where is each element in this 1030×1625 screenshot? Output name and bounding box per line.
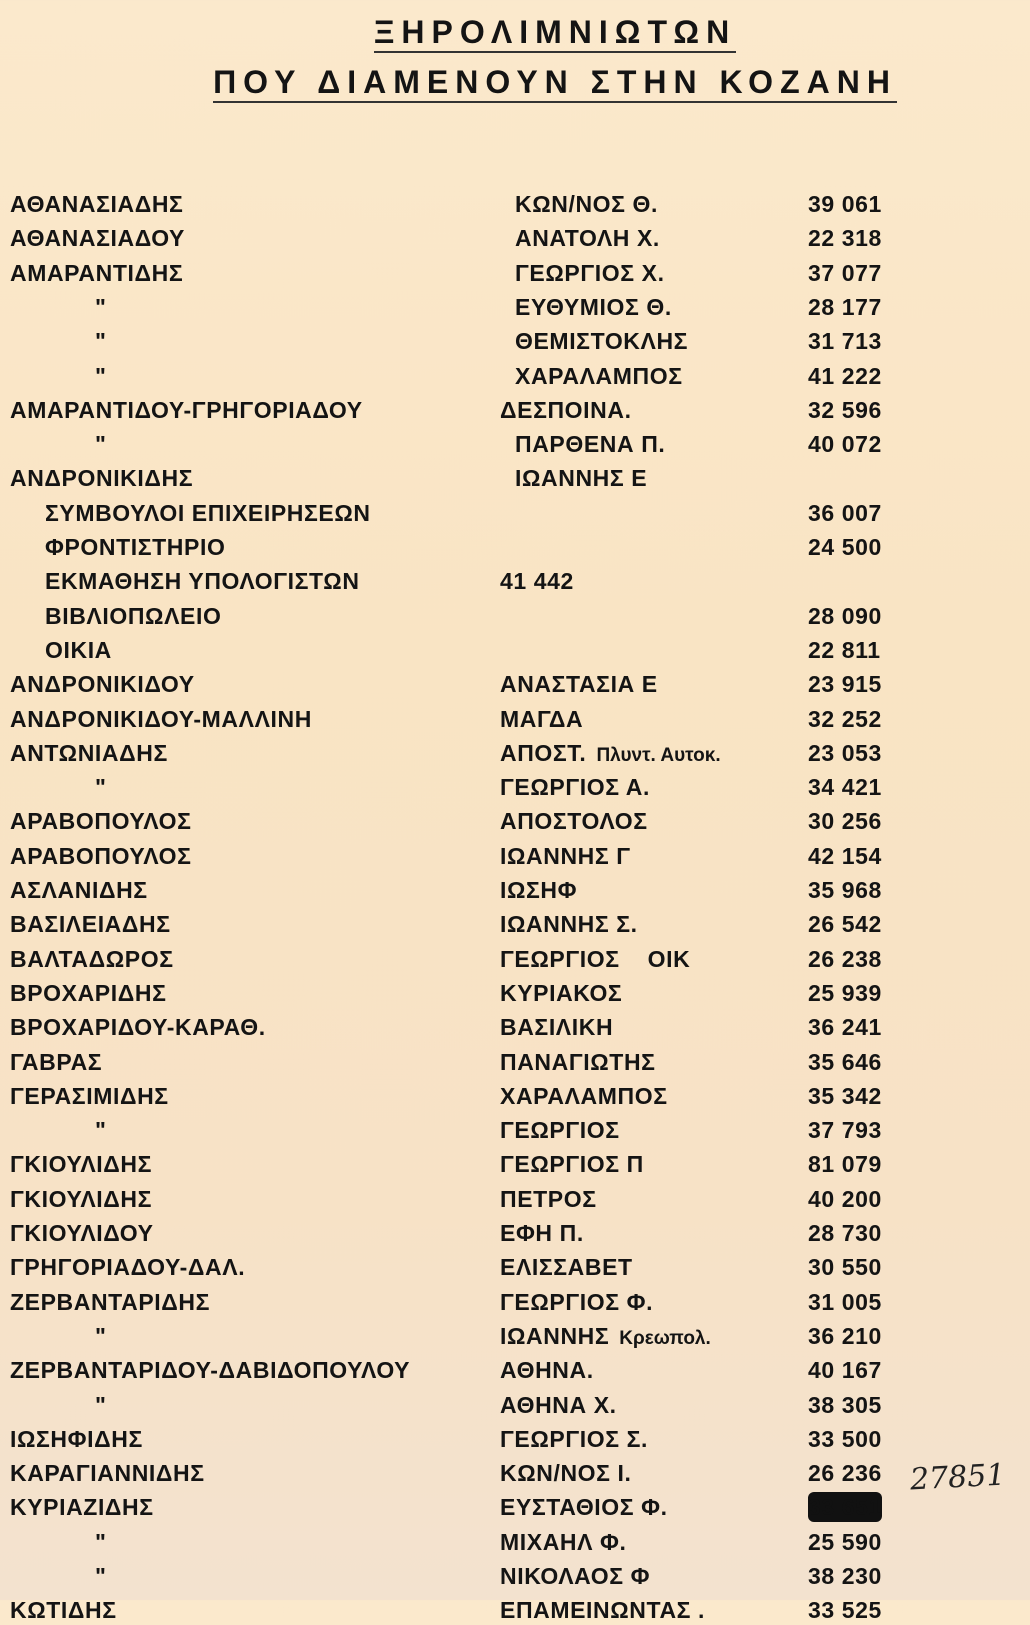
phone-number: 81 079 bbox=[808, 1151, 882, 1178]
first-name-text: ΧΑΡΑΛΑΜΠΟΣ bbox=[515, 362, 683, 389]
first-name bbox=[500, 978, 622, 1008]
directory-row bbox=[0, 1047, 1030, 1077]
first-name bbox=[500, 566, 574, 596]
phone-number: 38 305 bbox=[808, 1391, 882, 1418]
occupation-note: Κρεωπολ. bbox=[619, 1327, 711, 1349]
surname: ΑΘΑΝΑΣΙΑΔΟΥ bbox=[10, 225, 186, 252]
first-name bbox=[500, 1149, 644, 1179]
surname: " bbox=[95, 1528, 107, 1555]
phone-number: 38 230 bbox=[808, 1563, 882, 1589]
directory-row bbox=[0, 1081, 1030, 1111]
phone-number: 25 939 bbox=[808, 979, 882, 1006]
phone-number: 22 318 bbox=[808, 225, 882, 252]
surname: ΒΙΒΛΙΟΠΩΛΕΙΟ bbox=[45, 602, 222, 629]
directory-row bbox=[0, 1287, 1030, 1317]
phone-number: 31 005 bbox=[808, 1288, 882, 1315]
first-name-text: ΠΕΤΡΟΣ bbox=[500, 1185, 597, 1212]
first-name bbox=[500, 944, 690, 974]
first-name-text: ΘΕΜΙΣΤΟΚΛΗΣ bbox=[515, 328, 689, 355]
surname: " bbox=[95, 1563, 107, 1589]
occupation-note: Πλυντ. Αυτοκ. bbox=[596, 744, 721, 766]
first-name bbox=[500, 1424, 648, 1454]
title-text-2: ΠΟΥ ΔΙΑΜΕΝΟΥΝ ΣΤΗΝ ΚΟΖΑΝΗ bbox=[213, 64, 897, 103]
phone-number: 35 646 bbox=[808, 1048, 882, 1075]
phone-number: 28 177 bbox=[808, 293, 882, 320]
first-name-text: ΠΑΡΘΕΝΑ Π. bbox=[515, 431, 666, 458]
phone-number: 35 968 bbox=[808, 877, 882, 903]
directory-row bbox=[0, 223, 1030, 253]
phone-number: 32 252 bbox=[808, 705, 882, 732]
phone-number: 30 256 bbox=[808, 808, 882, 835]
surname: ΖΕΡΒΑΝΤΑΡΙΔΗΣ bbox=[10, 1288, 210, 1315]
directory-row bbox=[0, 463, 1030, 493]
surname: ΖΕΡΒΑΝΤΑΡΙΔΟΥ-ΔΑΒΙΔΟΠΟΥΛΟΥ bbox=[10, 1357, 411, 1384]
surname: ΓΡΗΓΟΡΙΑΔΟΥ-ΔΑΛ. bbox=[10, 1254, 246, 1281]
directory-row bbox=[0, 1012, 1030, 1042]
surname: " bbox=[95, 1322, 107, 1349]
first-name-text: ΑΝΑΤΟΛΗ Χ. bbox=[515, 225, 660, 252]
directory-row bbox=[0, 772, 1030, 802]
first-name-text: ΜΑΓΔΑ bbox=[500, 705, 584, 732]
surname: ΑΝΔΡΟΝΙΚΙΔΟΥ bbox=[10, 671, 195, 698]
surname: ΑΘΑΝΑΣΙΑΔΗΣ bbox=[10, 191, 184, 217]
first-name-text: ΑΠΟΣΤ. bbox=[500, 739, 587, 766]
first-name-text: ΙΩΑΝΝΗΣ bbox=[500, 1322, 610, 1349]
first-name bbox=[500, 669, 658, 699]
surname: ΙΩΣΗΦΙΔΗΣ bbox=[10, 1425, 143, 1452]
first-name bbox=[500, 1115, 620, 1145]
surname: ΑΣΛΑΝΙΔΗΣ bbox=[10, 877, 148, 903]
phone-number: 24 500 bbox=[808, 534, 882, 560]
surname: " bbox=[95, 328, 107, 355]
directory-row bbox=[0, 909, 1030, 939]
first-name-text: ΓΕΩΡΓΙΟΣ bbox=[500, 1117, 620, 1144]
surname: ΣΥΜΒΟΥΛΟΙ ΕΠΙΧΕΙΡΗΣΕΩΝ bbox=[45, 499, 371, 526]
directory-row bbox=[0, 1252, 1030, 1282]
surname: ΑΜΑΡΑΝΤΙΔΟΥ-ΓΡΗΓΟΡΙΑΔΟΥ bbox=[10, 396, 363, 423]
directory-row bbox=[0, 532, 1030, 562]
phone-number: 40 200 bbox=[808, 1185, 882, 1212]
first-name bbox=[500, 1321, 711, 1354]
first-name bbox=[500, 841, 631, 871]
directory-row bbox=[0, 395, 1030, 425]
directory-row bbox=[0, 806, 1030, 836]
first-name-text: ΜΙΧΑΗΛ Φ. bbox=[500, 1528, 627, 1555]
first-name-text: ΑΘΗΝΑ. bbox=[500, 1357, 594, 1384]
handwritten-correction: 27851 bbox=[909, 1457, 1007, 1498]
phone-number: 23 053 bbox=[808, 739, 882, 766]
phone-number: 42 154 bbox=[808, 842, 882, 869]
first-name-text: ΒΑΣΙΛΙΚΗ bbox=[500, 1014, 614, 1041]
phone-number: 34 421 bbox=[808, 774, 882, 801]
surname: ΑΜΑΡΑΝΤΙΔΗΣ bbox=[10, 259, 184, 286]
surname: ΓΚΙΟΥΛΙΔΗΣ bbox=[10, 1151, 153, 1178]
first-name-text: ΙΩΑΝΝΗΣ Σ. bbox=[500, 911, 638, 938]
first-name bbox=[500, 704, 583, 734]
directory-row bbox=[0, 669, 1030, 699]
surname: ΚΑΡΑΓΙΑΝΝΙΔΗΣ bbox=[10, 1460, 205, 1487]
first-name-text: ΓΕΩΡΓΙΟΣ Σ. bbox=[500, 1425, 649, 1452]
phone-number: 36 210 bbox=[808, 1322, 882, 1349]
first-name bbox=[500, 1081, 668, 1111]
title-text-1: ΞΗΡΟΛΙΜΝΙΩΤΩΝ bbox=[374, 14, 736, 53]
first-name bbox=[500, 1287, 653, 1317]
surname: " bbox=[95, 774, 107, 801]
directory-row bbox=[0, 189, 1030, 219]
directory-row bbox=[0, 1561, 1030, 1591]
first-name-text: ΕΠΑΜΕΙΝΩΝΤΑΣ . bbox=[500, 1597, 706, 1624]
first-name bbox=[515, 292, 672, 322]
first-name-text: ΕΛΙΣΣΑΒΕΤ bbox=[500, 1254, 633, 1281]
directory-row bbox=[0, 429, 1030, 459]
first-name-text: ΙΩΣΗΦ bbox=[500, 877, 578, 903]
phone-number: 30 550 bbox=[808, 1254, 882, 1281]
phone-number: 33 500 bbox=[808, 1425, 882, 1452]
first-name bbox=[500, 1184, 597, 1214]
phone-number: 36 007 bbox=[808, 499, 882, 526]
phone-number: 35 342 bbox=[808, 1082, 882, 1109]
first-name-text: ΕΦΗ Π. bbox=[500, 1220, 584, 1246]
surname: " bbox=[95, 293, 107, 320]
first-name bbox=[500, 1527, 627, 1557]
first-name-text: ΓΕΩΡΓΙΟΣ Χ. bbox=[515, 259, 665, 286]
surname: ΒΡΟΧΑΡΙΔΗΣ bbox=[10, 979, 167, 1006]
phone-number: 26 542 bbox=[808, 911, 882, 938]
directory-row bbox=[0, 1355, 1030, 1385]
first-name bbox=[515, 189, 658, 219]
surname: ΑΝΤΩΝΙΑΔΗΣ bbox=[10, 739, 168, 766]
phone-number: 25 590 bbox=[808, 1528, 882, 1555]
directory-row bbox=[0, 498, 1030, 528]
first-name-text: 41 442 bbox=[500, 568, 574, 595]
first-name-text: ΓΕΩΡΓΙΟΣ Α. bbox=[500, 774, 650, 801]
phone-number: 39 061 bbox=[808, 191, 882, 217]
directory-row bbox=[0, 704, 1030, 734]
first-name bbox=[500, 909, 638, 939]
surname: ΓΑΒΡΑΣ bbox=[10, 1048, 103, 1075]
directory-row bbox=[0, 1527, 1030, 1557]
first-name bbox=[515, 463, 647, 493]
first-name bbox=[500, 1492, 668, 1522]
first-name bbox=[500, 772, 650, 802]
surname: ΓΚΙΟΥΛΙΔΗΣ bbox=[10, 1185, 153, 1212]
phone-number: 40 072 bbox=[808, 431, 882, 458]
first-name-text: ΕΥΘΥΜΙΟΣ Θ. bbox=[515, 293, 672, 320]
surname: ΚΥΡΙΑΖΙΔΗΣ bbox=[10, 1494, 154, 1521]
directory-row bbox=[0, 258, 1030, 288]
first-name-text: ΚΥΡΙΑΚΟΣ bbox=[500, 979, 623, 1006]
directory-row bbox=[0, 635, 1030, 665]
surname: " bbox=[95, 1117, 107, 1144]
first-name-text: ΝΙΚΟΛΑΟΣ Φ bbox=[500, 1563, 651, 1589]
phone-number: 28 730 bbox=[808, 1220, 882, 1246]
directory-row bbox=[0, 1115, 1030, 1145]
phone-number: 26 238 bbox=[808, 945, 882, 972]
surname: " bbox=[95, 1391, 107, 1418]
surname: ΟΙΚΙΑ bbox=[45, 636, 112, 663]
surname: ΕΚΜΑΘΗΣΗ ΥΠΟΛΟΓΙΣΤΩΝ bbox=[45, 568, 360, 595]
first-name-text: ΠΑΝΑΓΙΩΤΗΣ bbox=[500, 1048, 656, 1075]
first-name bbox=[500, 1218, 584, 1248]
surname: ΓΚΙΟΥΛΙΔΟΥ bbox=[10, 1220, 154, 1246]
surname: ΒΑΣΙΛΕΙΑΔΗΣ bbox=[10, 911, 171, 938]
directory-row bbox=[0, 841, 1030, 871]
first-name-text: ΑΘΗΝΑ Χ. bbox=[500, 1391, 617, 1418]
first-name-text: ΧΑΡΑΛΑΜΠΟΣ bbox=[500, 1082, 668, 1109]
phone-number: 31 713 bbox=[808, 328, 882, 355]
phone-number: 40 167 bbox=[808, 1357, 882, 1384]
phone-number: 41 222 bbox=[808, 362, 882, 389]
surname: ΑΡΑΒΟΠΟΥΛΟΣ bbox=[10, 842, 192, 869]
surname: ΦΡΟΝΤΙΣΤΗΡΙΟ bbox=[45, 534, 226, 560]
first-name-text: ΕΥΣΤΑΘΙΟΣ Φ. bbox=[500, 1494, 668, 1521]
directory-row bbox=[0, 1492, 1030, 1522]
directory-row bbox=[0, 978, 1030, 1008]
first-name bbox=[500, 1252, 633, 1282]
first-name-text: ΙΩΑΝΝΗΣ Ε bbox=[515, 465, 648, 492]
first-name bbox=[515, 258, 665, 288]
first-name-text: ΓΕΩΡΓΙΟΣ ΟΙΚ bbox=[500, 945, 691, 972]
directory-row bbox=[0, 1458, 1030, 1488]
surname: ΚΩΤΙΔΗΣ bbox=[10, 1597, 117, 1624]
first-name-text: ΚΩΝ/ΝΟΣ Θ. bbox=[515, 191, 659, 217]
first-name bbox=[515, 326, 688, 356]
surname: " bbox=[95, 431, 107, 458]
title-line-1 bbox=[40, 14, 1030, 51]
first-name bbox=[500, 395, 632, 425]
directory-row bbox=[0, 292, 1030, 322]
surname: " bbox=[95, 362, 107, 389]
first-name-text: ΑΠΟΣΤΟΛΟΣ bbox=[500, 808, 648, 835]
surname: ΒΡΟΧΑΡΙΔΟΥ-ΚΑΡΑΘ. bbox=[10, 1014, 266, 1041]
phone-number: 33 525 bbox=[808, 1597, 882, 1624]
phone-number: 36 241 bbox=[808, 1014, 882, 1041]
first-name-text: ΑΝΑΣΤΑΣΙΑ Ε bbox=[500, 671, 658, 698]
first-name-text: ΓΕΩΡΓΙΟΣ Φ. bbox=[500, 1288, 654, 1315]
first-name bbox=[500, 806, 648, 836]
directory-row bbox=[0, 944, 1030, 974]
directory-row bbox=[0, 1218, 1030, 1248]
struck-phone-number: 33 651 bbox=[808, 1494, 882, 1521]
phone-number: 22 811 bbox=[808, 636, 881, 663]
first-name bbox=[500, 1458, 632, 1488]
first-name-text: ΙΩΑΝΝΗΣ Γ bbox=[500, 842, 631, 869]
first-name bbox=[515, 223, 660, 253]
first-name bbox=[500, 1012, 613, 1042]
title-line-2 bbox=[40, 64, 1030, 101]
surname: ΒΑΛΤΑΔΩΡΟΣ bbox=[10, 945, 174, 972]
first-name bbox=[500, 1561, 650, 1591]
surname: ΑΝΔΡΟΝΙΚΙΔΗΣ bbox=[10, 465, 194, 492]
first-name-text: ΚΩΝ/ΝΟΣ Ι. bbox=[500, 1460, 632, 1487]
phone-number: 28 090 bbox=[808, 602, 882, 629]
first-name bbox=[500, 875, 577, 905]
phone-number: 32 596 bbox=[808, 396, 882, 423]
phone-number: 23 915 bbox=[808, 671, 882, 698]
phone-number: 37 077 bbox=[808, 259, 882, 286]
first-name-text: ΓΕΩΡΓΙΟΣ Π bbox=[500, 1151, 644, 1178]
directory-row bbox=[0, 1321, 1030, 1351]
directory-row bbox=[0, 1184, 1030, 1214]
first-name bbox=[500, 1390, 617, 1420]
surname: ΑΡΑΒΟΠΟΥΛΟΣ bbox=[10, 808, 192, 835]
directory-row bbox=[0, 601, 1030, 631]
directory-row bbox=[0, 566, 1030, 596]
first-name bbox=[500, 1355, 594, 1385]
first-name bbox=[515, 429, 665, 459]
first-name bbox=[500, 738, 721, 771]
first-name-text: ΔΕΣΠΟΙΝΑ. bbox=[500, 396, 632, 423]
directory-row bbox=[0, 1390, 1030, 1420]
directory-row bbox=[0, 875, 1030, 905]
directory-row bbox=[0, 1424, 1030, 1454]
first-name bbox=[515, 361, 683, 391]
phone-number: 37 793 bbox=[808, 1117, 882, 1144]
directory-row bbox=[0, 361, 1030, 391]
surname: ΑΝΔΡΟΝΙΚΙΔΟΥ-ΜΑΛΛΙΝΗ bbox=[10, 705, 312, 732]
directory-row bbox=[0, 1149, 1030, 1179]
first-name bbox=[500, 1047, 656, 1077]
phone-number: 26 236 bbox=[808, 1460, 882, 1487]
surname: ΓΕΡΑΣΙΜΙΔΗΣ bbox=[10, 1082, 169, 1109]
directory-row bbox=[0, 326, 1030, 356]
directory-row bbox=[0, 738, 1030, 768]
